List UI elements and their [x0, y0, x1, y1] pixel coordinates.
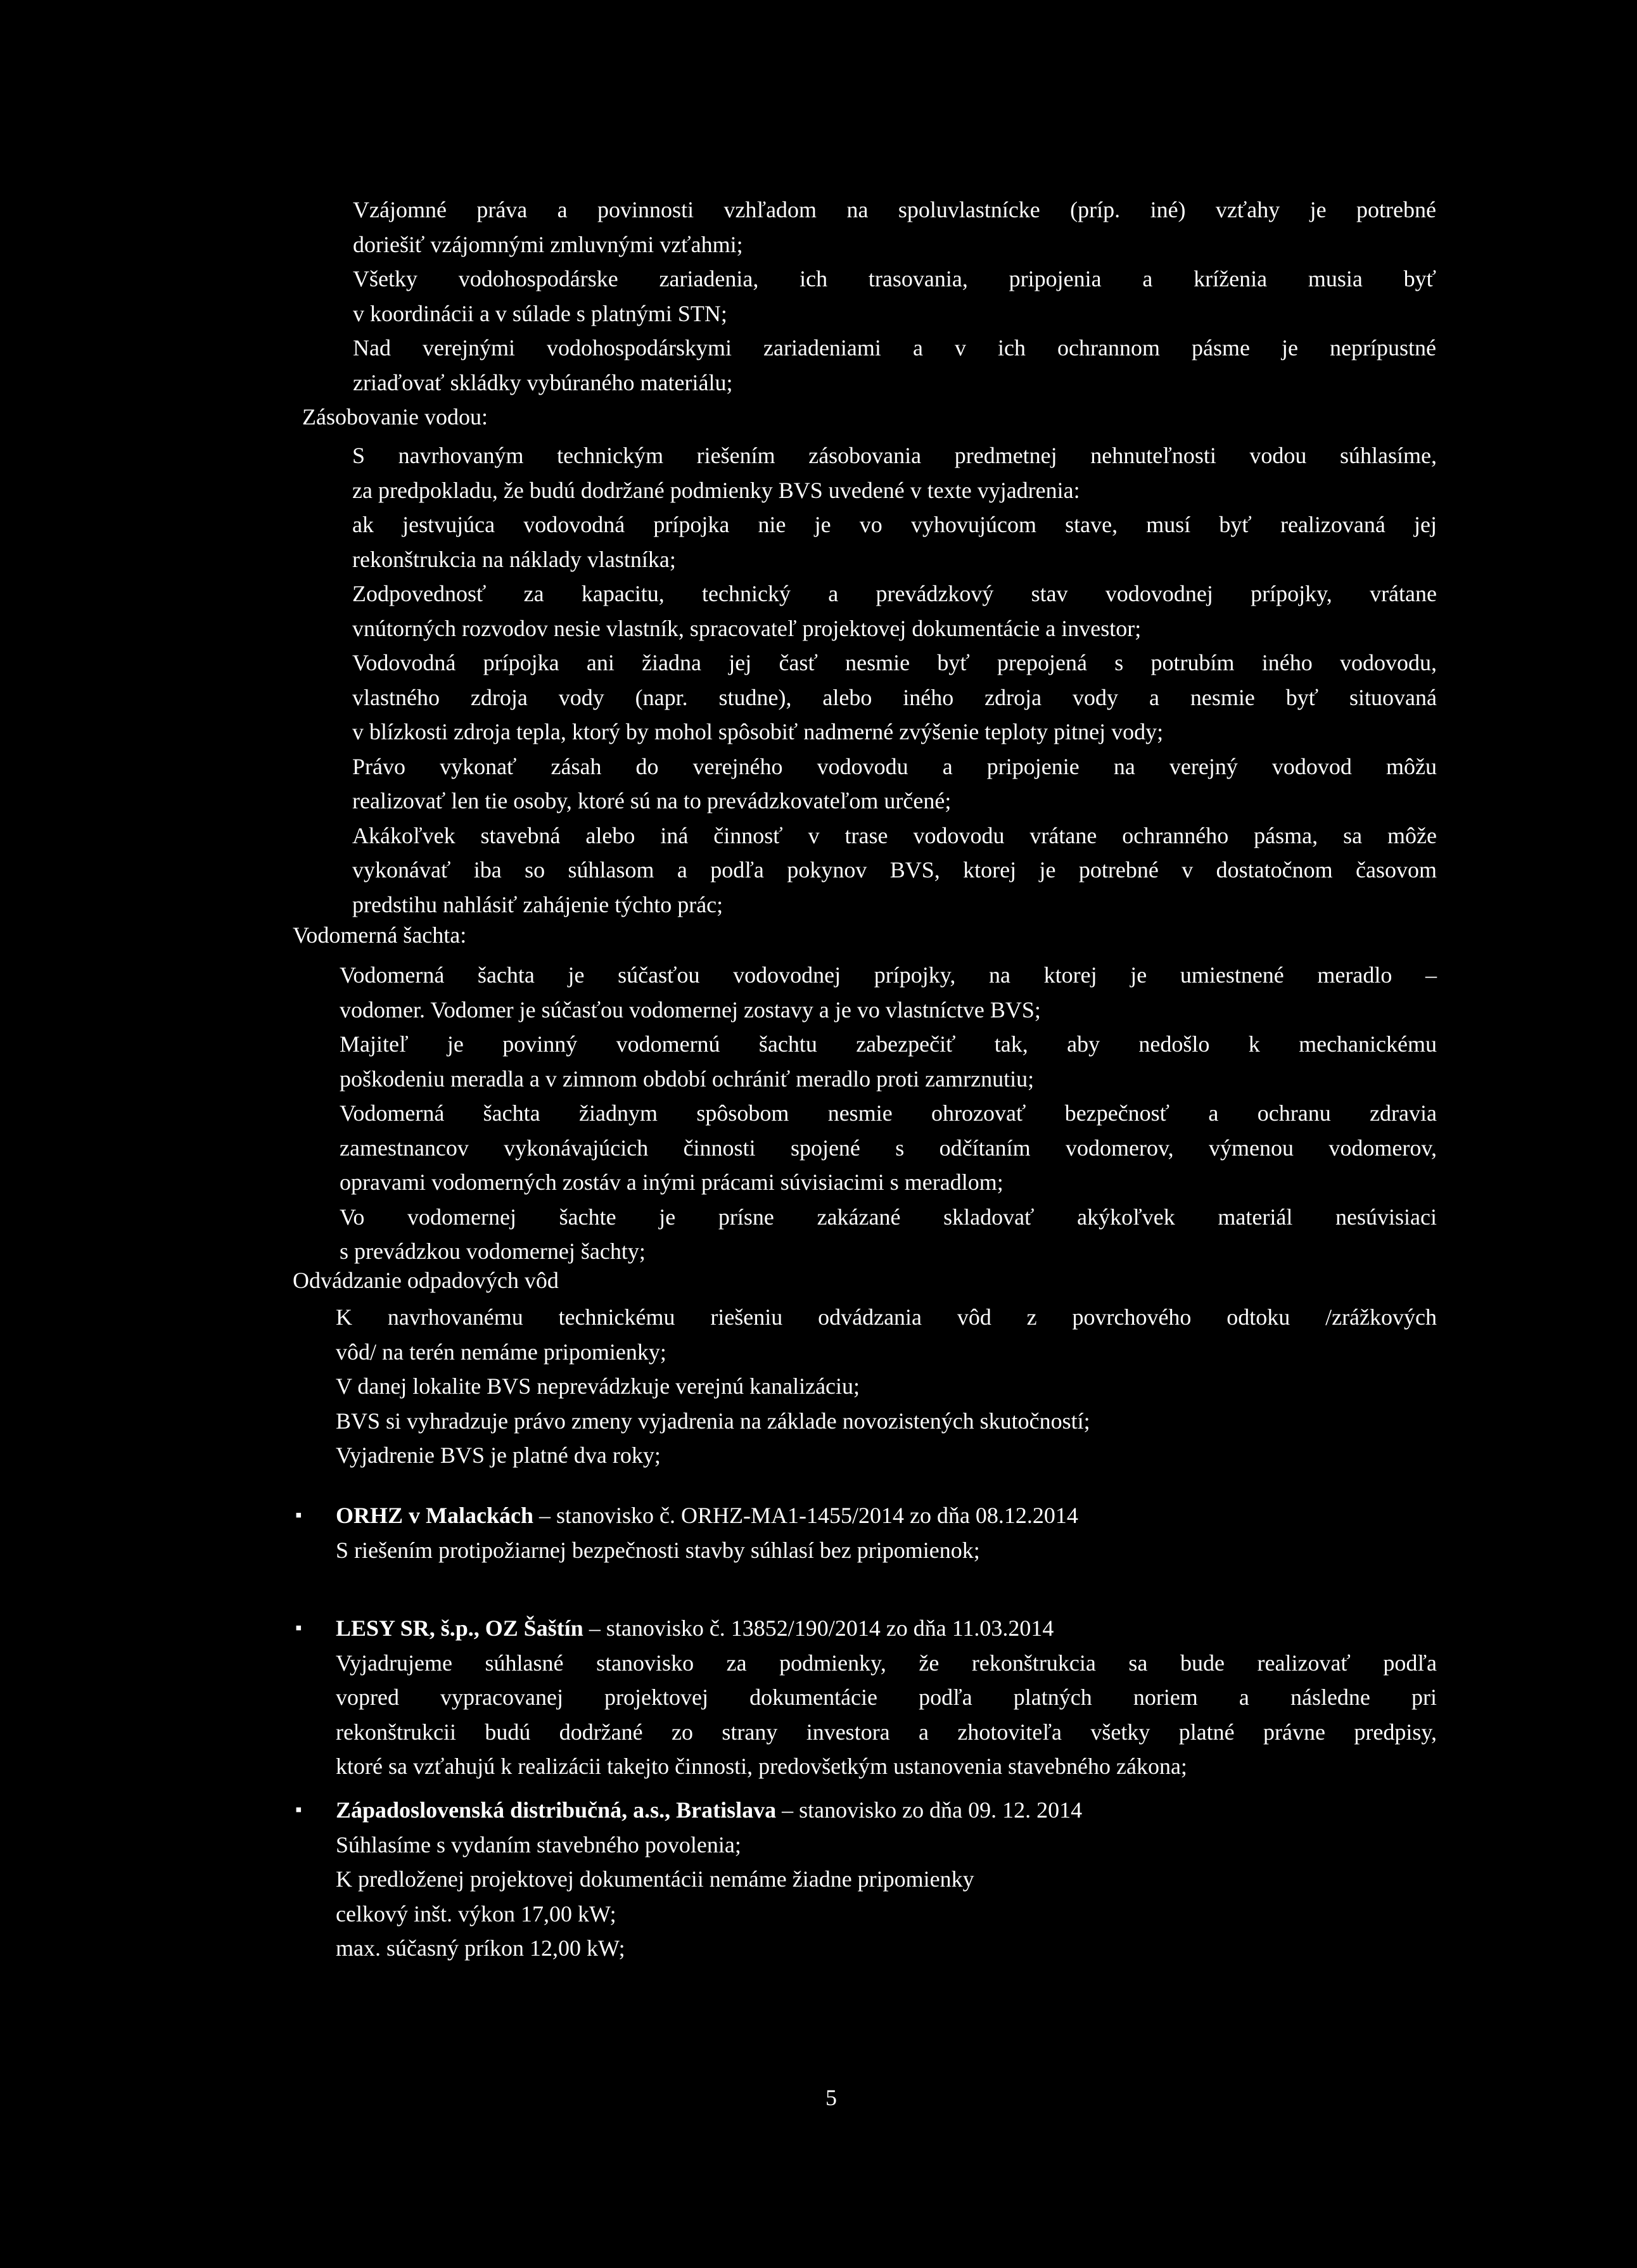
- section-body: [293, 1828, 1437, 1966]
- text-line: S riešením protipožiarnej bezpečnosti stavby súhlasí bez pripomienok;: [336, 1537, 980, 1563]
- organization-name: Západoslovenská distribučná, a.s., Bratislava: [336, 1797, 777, 1823]
- text-line: S navrhovaným technickým riešením zásobovania predmetnej nehnuteľnosti vodou súhlasíme,: [352, 443, 1437, 468]
- section-heading: [293, 1611, 1437, 1646]
- bullet-icon: ▪: [295, 1505, 302, 1526]
- text-line: Vo vodomernej šachte je prísne zakázané skladovať akýkoľvek materiál nesúvisiaci: [340, 1204, 1437, 1230]
- heading-waste-water: Odvádzanie odpadových vôd: [293, 1268, 559, 1293]
- text-line: Majiteľ je povinný vodomernú šachtu zabezpečiť tak, aby nedošlo k mechanickému: [340, 1031, 1437, 1057]
- intro-paragraphs: [353, 193, 1436, 400]
- text-line: Vodovodná prípojka ani žiadna jej časť nesmie byť prepojená s potrubím iného vodovodu,: [352, 650, 1437, 675]
- bullet-icon: ▪: [295, 1617, 302, 1638]
- text-line: Súhlasíme s vydaním stavebného povolenia;: [336, 1832, 741, 1857]
- water-supply-paragraphs: [352, 438, 1437, 922]
- bullet-icon: ▪: [295, 1799, 302, 1820]
- text-line: vopred vypracovanej projektovej dokumentácie podľa platných noriem a následne pri: [336, 1685, 1437, 1710]
- section-body: [293, 1533, 1437, 1568]
- opinion-reference: – stanovisko č. ORHZ-MA1-1455/2014 zo dňa 08.12.2014: [533, 1503, 1078, 1528]
- text-line: Nad verejnými vodohospodárskymi zariadeniami a v ich ochrannom pásme je neprípustné: [353, 335, 1436, 360]
- text-line: zriaďovať skládky vybúraného materiálu;: [353, 369, 733, 395]
- text-line: Právo vykonať zásah do verejného vodovodu a pripojenie na verejný vodovod môžu: [352, 753, 1437, 779]
- section-lesy-sr: [293, 1611, 1437, 1784]
- text-line: V danej lokalite BVS neprevádzkuje verejnú kanalizáciu;: [336, 1373, 860, 1399]
- page-number: 5: [825, 2085, 837, 2110]
- text-line: vôd/ na terén nemáme pripomienky;: [336, 1339, 666, 1365]
- text-line: ktoré sa vzťahujú k realizácii takejto činnosti, predovšetkým ustanovenia stavebného zákona;: [336, 1754, 1187, 1779]
- text-line: za predpokladu, že budú dodržané podmienky BVS uvedené v texte vyjadrenia:: [352, 477, 1080, 503]
- opinion-reference: – stanovisko zo dňa 09. 12. 2014: [776, 1797, 1083, 1823]
- text-line: s prevádzkou vodomernej šachty;: [340, 1239, 646, 1264]
- text-line: celkový inšt. výkon 17,00 kW;: [336, 1901, 616, 1927]
- text-line: rekonštrukcii budú dodržané zo strany investora a zhotoviteľa všetky platné právne predpisy,: [336, 1719, 1437, 1745]
- text-line: vodomer. Vodomer je súčasťou vodomernej zostavy a je vo vlastníctve BVS;: [340, 997, 1041, 1023]
- heading-meter-shaft: Vodomerná šachta:: [293, 922, 467, 948]
- text-line: max. súčasný príkon 12,00 kW;: [336, 1935, 625, 1961]
- text-line: vlastného zdroja vody (napr. studne), alebo iného zdroja vody a nesmie byť situovaná: [352, 684, 1437, 710]
- opinion-reference: – stanovisko č. 13852/190/2014 zo dňa 11.03.2014: [583, 1615, 1054, 1641]
- text-line: zamestnancov vykonávajúcich činnosti spojené s odčítaním vodomerov, výmenou vodomerov,: [340, 1135, 1437, 1161]
- text-line: doriešiť vzájomnými zmluvnými vzťahmi;: [353, 231, 743, 257]
- section-heading: [293, 1498, 1437, 1533]
- text-line: vykonávať iba so súhlasom a podľa pokynov BVS, ktorej je potrebné v dostatočnom časovom: [352, 857, 1437, 882]
- text-line: vnútorných rozvodov nesie vlastník, spracovateľ projektovej dokumentácie a investor;: [352, 615, 1142, 641]
- text-line: Vzájomné práva a povinnosti vzhľadom na spoluvlastnícke (príp. iné) vzťahy je potrebné: [353, 197, 1436, 222]
- text-line: poškodeniu meradla a v zimnom období ochrániť meradlo proti zamrznutiu;: [340, 1066, 1035, 1092]
- waste-water-paragraphs: [336, 1300, 1437, 1473]
- section-heading: [293, 1793, 1437, 1828]
- text-line: ak jestvujúca vodovodná prípojka nie je vo vyhovujúcom stave, musí byť realizovaná jej: [352, 512, 1437, 537]
- heading-water-supply: Zásobovanie vodou:: [302, 404, 488, 430]
- organization-name: LESY SR, š.p., OZ Šaštín: [336, 1615, 583, 1641]
- text-line: Vyjadrujeme súhlasné stanovisko za podmienky, že rekonštrukcia sa bude realizovať podľa: [336, 1650, 1437, 1676]
- text-line: K navrhovanému technickému riešeniu odvádzania vôd z povrchového odtoku /zrážkových: [336, 1304, 1437, 1330]
- section-body: [293, 1646, 1437, 1784]
- text-line: Zodpovednosť za kapacitu, technický a prevádzkový stav vodovodnej prípojky, vrátane: [352, 581, 1437, 606]
- text-line: realizovať len tie osoby, ktoré sú na to prevádzkovateľom určené;: [352, 788, 952, 813]
- text-line: Vodomerná šachta žiadnym spôsobom nesmie ohrozovať bezpečnosť a ochranu zdravia: [340, 1100, 1437, 1126]
- meter-shaft-paragraphs: [340, 958, 1437, 1269]
- text-line: K predloženej projektovej dokumentácii nemáme žiadne pripomienky: [336, 1866, 974, 1892]
- text-line: opravami vodomerných zostáv a inými prácami súvisiacimi s meradlom;: [340, 1169, 1003, 1195]
- text-line: rekonštrukcia na náklady vlastníka;: [352, 546, 676, 572]
- organization-name: ORHZ v Malackách: [336, 1503, 533, 1528]
- text-line: BVS si vyhradzuje právo zmeny vyjadrenia na základe novozistených skutočností;: [336, 1408, 1090, 1434]
- text-line: Vyjadrenie BVS je platné dva roky;: [336, 1443, 661, 1468]
- text-line: predstihu nahlásiť zahájenie týchto prác;: [352, 891, 723, 917]
- text-line: v blízkosti zdroja tepla, ktorý by mohol spôsobiť nadmerné zvýšenie teploty pitnej vody;: [352, 719, 1164, 744]
- section-orhz: [293, 1498, 1437, 1567]
- text-line: Všetky vodohospodárske zariadenia, ich trasovania, pripojenia a kríženia musia byť: [353, 266, 1436, 291]
- text-line: v koordinácii a v súlade s platnými STN;: [353, 300, 727, 326]
- section-zsd: [293, 1793, 1437, 1966]
- text-line: Akákoľvek stavebná alebo iná činnosť v trase vodovodu vrátane ochranného pásma, sa môže: [352, 822, 1437, 848]
- text-line: Vodomerná šachta je súčasťou vodovodnej prípojky, na ktorej je umiestnené meradlo –: [340, 962, 1437, 988]
